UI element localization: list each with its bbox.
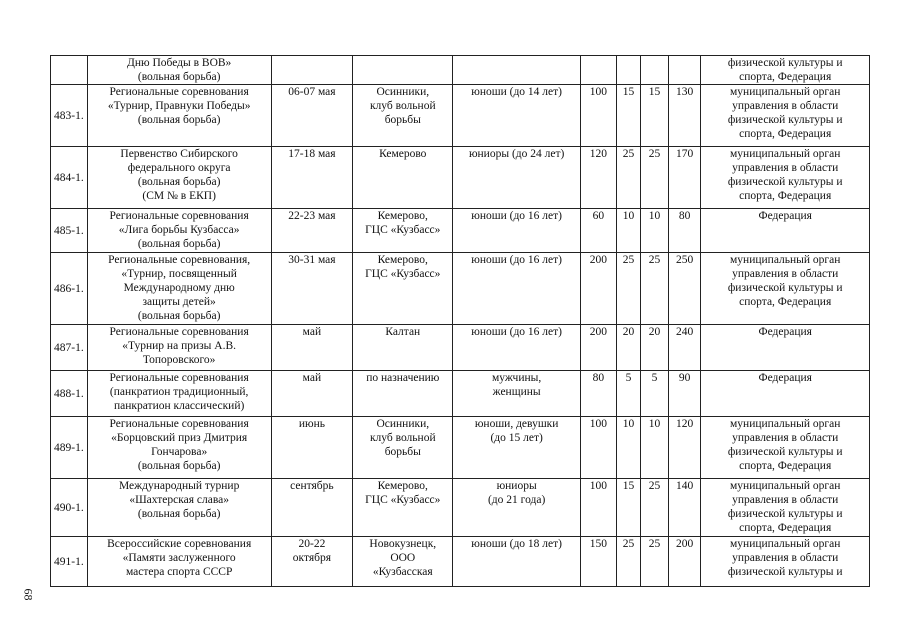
table-row [51,253,870,325]
event-name-line: «Борцовский приз Дмитрия [111,432,248,444]
event-name-line: Дню Победы в ВОВ» [126,57,232,69]
event-place-line: Новокузнецк, [369,538,437,550]
event-date-line: июнь [298,418,325,430]
event-name-line: Региональные соревнования [109,210,249,222]
event-organizer-line: физической культуры и [727,282,843,294]
event-organizer-line: управления в области [732,162,839,174]
count-total: 240 [668,325,701,371]
table-row [51,147,870,209]
event-participants-line: юниоры [496,480,537,492]
event-place-line: ГЦС «Кузбасс» [365,494,441,506]
event-place-line: ГЦС «Кузбасс» [365,224,441,236]
event-place-line: по назначению [366,372,440,384]
count-n1 [580,56,616,85]
count-total [668,56,701,85]
event-date [271,537,353,587]
event-participants-line: (до 15 лет) [490,432,543,444]
count-n1: 100 [580,85,616,147]
event-organizer [701,56,870,85]
event-organizer-line: Федерация [758,210,812,222]
event-organizer-line: физической культуры и [727,57,843,69]
event-organizer-line: Федерация [758,326,812,338]
event-date-line: 20-22 [298,538,326,550]
event-participants-line: юниоры (до 24 лет) [468,148,565,160]
event-participants [453,325,581,371]
event-organizer [701,479,870,537]
event-name-line: (вольная борьба) [137,460,221,472]
event-place-line: Кемерово, [377,254,428,266]
event-place [353,209,453,253]
event-name [87,417,271,479]
event-place [353,371,453,417]
event-name [87,147,271,209]
event-name [87,85,271,147]
count-n3: 25 [641,253,669,325]
event-name-line: Региональные соревнования [109,86,249,98]
event-organizer-line: спорта, Федерация [739,71,832,83]
events-table-body [51,56,870,587]
count-n1: 200 [580,325,616,371]
count-total: 130 [668,85,701,147]
count-total: 80 [668,209,701,253]
event-organizer-line: управления в области [732,494,839,506]
row-number: 483-1. [51,85,88,147]
event-participants [453,479,581,537]
count-n2 [616,56,641,85]
event-participants [453,85,581,147]
event-participants [453,371,581,417]
count-n3: 25 [641,147,669,209]
event-organizer-line: спорта, Федерация [739,128,832,140]
event-organizer-line: спорта, Федерация [739,190,832,202]
event-organizer-line: муниципальный орган [730,148,841,160]
event-place-line: Кемерово, [377,210,428,222]
event-place-line: Кемерово [379,148,427,160]
event-organizer-line: муниципальный орган [730,538,841,550]
event-date [271,479,353,537]
count-n3: 15 [641,85,669,147]
event-place [353,253,453,325]
count-n2: 15 [616,479,641,537]
event-name-line: мастера спорта СССР [125,566,233,578]
event-participants [453,209,581,253]
event-place-line: Осинники, [376,418,430,430]
count-n1: 120 [580,147,616,209]
event-participants [453,537,581,587]
event-organizer-line: муниципальный орган [730,480,841,492]
event-place-line: борьбы [384,446,421,458]
event-place [353,537,453,587]
row-number [51,56,88,85]
event-organizer-line: физической культуры и [727,114,843,126]
event-participants [453,56,581,85]
row-number: 485-1. [51,209,88,253]
event-name-line: (вольная борьба) [137,71,221,83]
count-n3: 20 [641,325,669,371]
row-number: 490-1. [51,479,88,537]
event-organizer-line: муниципальный орган [730,86,841,98]
event-name-line: федерального округа [127,162,231,174]
event-organizer-line: спорта, Федерация [739,522,832,534]
events-table [50,55,870,587]
event-participants-line: юноши, девушки [474,418,559,430]
count-n3 [641,56,669,85]
event-name [87,209,271,253]
event-date-line: 22-23 мая [288,210,336,222]
event-participants-line: (до 21 года) [487,494,546,506]
event-participants-line: юноши (до 16 лет) [471,210,563,222]
count-n3: 10 [641,209,669,253]
event-name-line: Региональные соревнования, [108,254,251,266]
count-n1: 80 [580,371,616,417]
event-name-line: «Шахтерская слава» [129,494,229,506]
event-date [271,417,353,479]
count-total: 200 [668,537,701,587]
event-participants [453,417,581,479]
count-n2: 10 [616,417,641,479]
event-name-line: «Памяти заслуженного [122,552,236,564]
event-date-line: 17-18 мая [288,148,336,160]
count-n1: 200 [580,253,616,325]
row-number: 488-1. [51,371,88,417]
event-organizer-line: физической культуры и [727,508,843,520]
event-name-line: Региональные соревнования [109,326,249,338]
event-date-line: 30-31 мая [288,254,336,266]
event-date [271,85,353,147]
event-participants-line: мужчины, [492,372,542,384]
event-name-line: Первенство Сибирского [120,148,238,160]
count-n2: 25 [616,537,641,587]
count-n1: 60 [580,209,616,253]
event-name [87,56,271,85]
event-name-line: Топоровского» [142,354,216,366]
count-n2: 5 [616,371,641,417]
event-organizer-line: физической культуры и [727,176,843,188]
event-place-line: Кемерово, [377,480,428,492]
event-date-line: сентябрь [290,480,334,492]
event-organizer-line: физической культуры и [727,566,843,578]
event-organizer-line: муниципальный орган [730,418,841,430]
table-row [51,85,870,147]
table-row [51,325,870,371]
event-participants-line: женщины [492,386,541,398]
row-number: 489-1. [51,417,88,479]
count-n1: 100 [580,479,616,537]
count-n2: 25 [616,253,641,325]
event-name-line: защиты детей» [142,296,216,308]
event-place [353,147,453,209]
event-organizer-line: управления в области [732,432,839,444]
event-date-line: май [302,326,322,338]
event-place-line: клуб вольной [369,100,436,112]
event-name-line: Гончарова» [151,446,208,458]
event-name-line: панкратион классический) [113,400,245,412]
count-n2: 25 [616,147,641,209]
row-number: 491-1. [51,537,88,587]
event-place-line: ООО [390,552,416,564]
event-organizer [701,85,870,147]
event-place-line: «Кузбасская [372,566,433,578]
event-organizer-line: спорта, Федерация [739,296,832,308]
event-place [353,85,453,147]
event-participants-line: юноши (до 16 лет) [471,254,563,266]
table-row [51,56,870,85]
row-number: 487-1. [51,325,88,371]
count-total: 170 [668,147,701,209]
count-total: 90 [668,371,701,417]
count-total: 120 [668,417,701,479]
table-row [51,479,870,537]
event-name [87,253,271,325]
event-organizer-line: физической культуры и [727,446,843,458]
event-participants [453,147,581,209]
row-number: 486-1. [51,253,88,325]
event-place-line: Калтан [385,326,421,338]
table-row [51,417,870,479]
event-name [87,371,271,417]
event-participants-line: юноши (до 18 лет) [471,538,563,550]
count-n1: 100 [580,417,616,479]
event-organizer-line: Федерация [758,372,812,384]
event-name-line: Всероссийские соревнования [107,538,252,550]
count-n2: 20 [616,325,641,371]
event-name-line: Международный турнир [118,480,240,492]
event-organizer [701,253,870,325]
count-total: 250 [668,253,701,325]
event-participants-line: юноши (до 16 лет) [471,326,563,338]
event-organizer [701,209,870,253]
table-row [51,209,870,253]
event-name-line: Международному дню [123,282,235,294]
event-organizer-line: спорта, Федерация [739,460,832,472]
event-organizer-line: муниципальный орган [730,254,841,266]
event-place-line: борьбы [384,114,421,126]
event-date [271,371,353,417]
event-name [87,325,271,371]
event-place-line: ГЦС «Кузбасс» [365,268,441,280]
event-place [353,479,453,537]
event-date [271,56,353,85]
event-date-line: 06-07 мая [288,86,336,98]
event-name-line: (вольная борьба) [137,508,221,520]
event-place [353,325,453,371]
event-participants-line: юноши (до 14 лет) [471,86,563,98]
table-row [51,537,870,587]
event-date [271,147,353,209]
event-place [353,417,453,479]
event-name-line: Региональные соревнования [109,372,249,384]
event-place-line: клуб вольной [369,432,436,444]
event-name [87,537,271,587]
event-name-line: (панкратион традиционный, [109,386,249,398]
event-organizer-line: управления в области [732,552,839,564]
event-name-line: (СМ № в ЕКП) [142,190,216,202]
count-n3: 25 [641,479,669,537]
event-name-line: Региональные соревнования [109,418,249,430]
count-total: 140 [668,479,701,537]
count-n1: 150 [580,537,616,587]
event-organizer [701,417,870,479]
event-organizer-line: управления в области [732,268,839,280]
event-organizer-line: управления в области [732,100,839,112]
event-participants [453,253,581,325]
event-date [271,209,353,253]
event-organizer [701,537,870,587]
event-organizer [701,147,870,209]
table-row [51,371,870,417]
event-name-line: «Турнир, Правнуки Победы» [107,100,251,112]
event-name-line: (вольная борьба) [137,238,221,250]
event-date-line: май [302,372,322,384]
event-organizer [701,325,870,371]
row-number: 484-1. [51,147,88,209]
count-n2: 15 [616,85,641,147]
event-name-line: (вольная борьба) [137,310,221,322]
event-name-line: (вольная борьба) [137,176,221,188]
count-n3: 25 [641,537,669,587]
count-n3: 10 [641,417,669,479]
event-name-line: (вольная борьба) [137,114,221,126]
count-n2: 10 [616,209,641,253]
event-date-line: октября [292,552,332,564]
event-name [87,479,271,537]
event-place [353,56,453,85]
event-place-line: Осинники, [376,86,430,98]
event-date [271,325,353,371]
count-n3: 5 [641,371,669,417]
event-organizer [701,371,870,417]
page-number: 68 [21,588,36,601]
event-name-line: «Турнир, посвященный [121,268,237,280]
event-name-line: «Лига борьбы Кузбасса» [118,224,240,236]
event-name-line: «Турнир на призы А.В. [122,340,236,352]
event-date [271,253,353,325]
